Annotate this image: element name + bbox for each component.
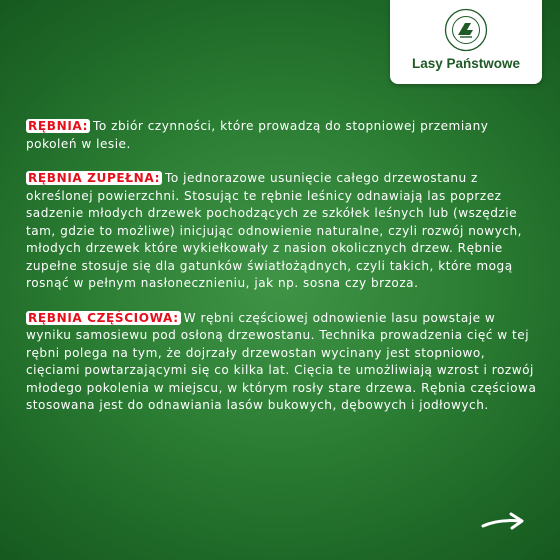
- paragraph-rebnia: [26, 118, 538, 153]
- definition-rebnia-zupelna: To jednorazowe usunięcie całego drzewostanu z określonej powierzchni. Stosując te rębnie leśnicy odnawiają las poprzez sadzenie młodych drzewek pochodzących ze szkółek leśnych lub (wszędzie tam, gdzie to możliwe) inicjując odnowienie naturalne, czyli rozwój nowych, młodych drzewek które wykiełkowały z nasion okolicznych drzew. Rębnie zupełne stosuje się dla gatunków światłożądnych, czyli takich, które mogą rosnąć w pełnym nasłonecznieniu, jak np. sosna czy brzoza.: [26, 171, 523, 290]
- paragraph-rebnia-zupelna: [26, 170, 538, 293]
- brand-logo-card: [390, 0, 542, 84]
- term-rebnia-czesciowa: RĘBNIA CZĘŚCIOWA:: [28, 310, 179, 325]
- paragraph-rebnia-czesciowa: [26, 310, 538, 415]
- arrow-right-icon[interactable]: [480, 510, 528, 534]
- term-rebnia: RĘBNIA:: [28, 119, 89, 133]
- content-area: [26, 118, 538, 432]
- lasy-panstwowe-emblem-icon: [444, 8, 488, 52]
- term-rebnia-zupelna: RĘBNIA ZUPEŁNA:: [28, 171, 161, 185]
- brand-name: Lasy Państwowe: [411, 56, 521, 71]
- definition-rebnia-czesciowa: W rębni częściowej odnowienie lasu powstaje w wyniku samosiewu pod osłoną drzewostanu. Technika prowadzenia cięć w tej rębni polega na tym, że dojrzały drzewostan wycinany jest stopniowo, cięciami powtarzającymi się co kilka lat. Cięcia te umożliwiają wzrost i rozwój młodego pokolenia w miejscu, w którym rosły stare drzewa. Rębnia częściowa stosowana jest do odnawiania lasów bukowych, dębowych i jodłowych.: [26, 310, 537, 412]
- definition-rebnia: To zbiór czynności, które prowadzą do stopniowej przemiany pokoleń w lesie.: [26, 119, 489, 151]
